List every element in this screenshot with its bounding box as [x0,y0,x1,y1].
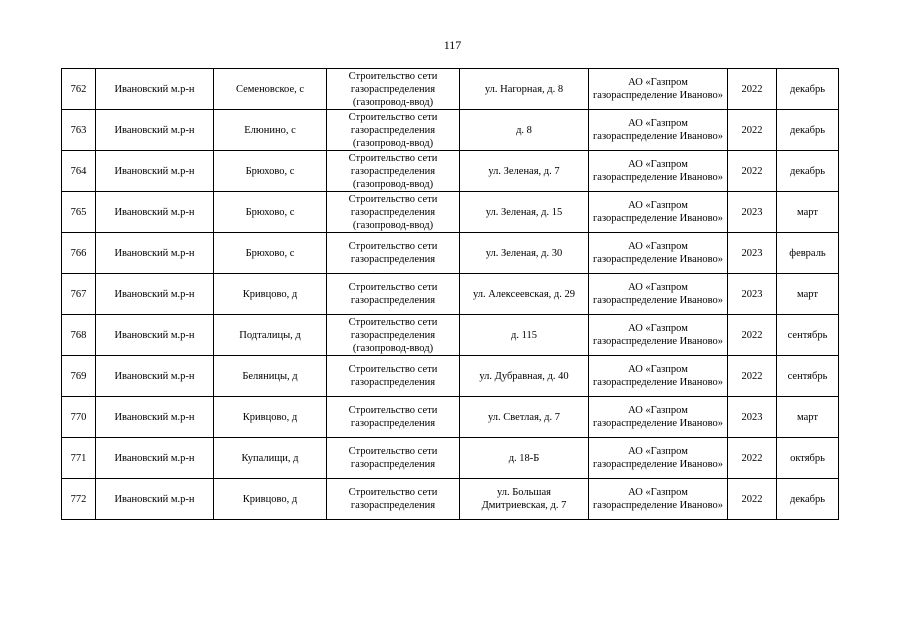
address-cell: ул. Светлая, д. 7 [460,397,589,438]
row-number-cell: 769 [62,356,96,397]
object-cell: Строительство сети газораспределения [327,397,460,438]
year-cell: 2022 [728,438,777,479]
address-cell: ул. Нагорная, д. 8 [460,69,589,110]
month-cell: март [777,397,839,438]
settlement-cell: Брюхово, с [214,151,327,192]
district-cell: Ивановский м.р-н [96,192,214,233]
address-cell: ул. Алексеевская, д. 29 [460,274,589,315]
settlement-cell: Кривцово, д [214,397,327,438]
address-cell: ул. Дубравная, д. 40 [460,356,589,397]
row-number-cell: 767 [62,274,96,315]
organization-cell: АО «Газпром газораспределение Иваново» [589,274,728,315]
organization-cell: АО «Газпром газораспределение Иваново» [589,192,728,233]
year-cell: 2022 [728,356,777,397]
table-row [62,356,839,397]
settlement-cell: Брюхово, с [214,192,327,233]
district-cell: Ивановский м.р-н [96,274,214,315]
page-number: 117 [443,38,462,52]
object-cell: Строительство сети газораспределения (газопровод-ввод) [327,315,460,356]
month-cell: март [777,192,839,233]
organization-cell: АО «Газпром газораспределение Иваново» [589,479,728,520]
address-cell: д. 18-Б [460,438,589,479]
table-row [62,233,839,274]
object-cell: Строительство сети газораспределения [327,233,460,274]
row-number-cell: 763 [62,110,96,151]
organization-cell: АО «Газпром газораспределение Иваново» [589,356,728,397]
month-cell: октябрь [777,438,839,479]
month-cell: декабрь [777,69,839,110]
month-cell: сентябрь [777,356,839,397]
year-cell: 2022 [728,110,777,151]
district-cell: Ивановский м.р-н [96,315,214,356]
table-row [62,397,839,438]
address-cell: ул. Большая Дмитриевская, д. 7 [460,479,589,520]
table-row [62,479,839,520]
month-cell: декабрь [777,110,839,151]
settlement-cell: Кривцово, д [214,274,327,315]
address-cell: д. 8 [460,110,589,151]
object-cell: Строительство сети газораспределения [327,356,460,397]
address-cell: д. 115 [460,315,589,356]
table-row [62,110,839,151]
month-cell: декабрь [777,479,839,520]
object-cell: Строительство сети газораспределения (газопровод-ввод) [327,151,460,192]
object-cell: Строительство сети газораспределения [327,274,460,315]
month-cell: февраль [777,233,839,274]
organization-cell: АО «Газпром газораспределение Иваново» [589,438,728,479]
month-cell: март [777,274,839,315]
organization-cell: АО «Газпром газораспределение Иваново» [589,315,728,356]
district-cell: Ивановский м.р-н [96,69,214,110]
organization-cell: АО «Газпром газораспределение Иваново» [589,233,728,274]
row-number-cell: 768 [62,315,96,356]
settlement-cell: Купалищи, д [214,438,327,479]
district-cell: Ивановский м.р-н [96,233,214,274]
year-cell: 2022 [728,151,777,192]
year-cell: 2023 [728,192,777,233]
settlement-cell: Кривцово, д [214,479,327,520]
organization-cell: АО «Газпром газораспределение Иваново» [589,69,728,110]
year-cell: 2022 [728,479,777,520]
object-cell: Строительство сети газораспределения (газопровод-ввод) [327,192,460,233]
district-cell: Ивановский м.р-н [96,110,214,151]
row-number-cell: 762 [62,69,96,110]
district-cell: Ивановский м.р-н [96,151,214,192]
month-cell: сентябрь [777,315,839,356]
row-number-cell: 766 [62,233,96,274]
year-cell: 2023 [728,274,777,315]
district-cell: Ивановский м.р-н [96,397,214,438]
year-cell: 2022 [728,69,777,110]
object-cell: Строительство сети газораспределения [327,438,460,479]
row-number-cell: 765 [62,192,96,233]
object-cell: Строительство сети газораспределения [327,479,460,520]
address-cell: ул. Зеленая, д. 15 [460,192,589,233]
organization-cell: АО «Газпром газораспределение Иваново» [589,397,728,438]
settlement-cell: Беляницы, д [214,356,327,397]
table-row [62,69,839,110]
year-cell: 2023 [728,233,777,274]
year-cell: 2022 [728,315,777,356]
object-cell: Строительство сети газораспределения (газопровод-ввод) [327,110,460,151]
table-row [62,151,839,192]
settlement-cell: Подталицы, д [214,315,327,356]
organization-cell: АО «Газпром газораспределение Иваново» [589,151,728,192]
row-number-cell: 772 [62,479,96,520]
settlement-cell: Елюнино, с [214,110,327,151]
table-row [62,274,839,315]
settlement-cell: Семеновское, с [214,69,327,110]
district-cell: Ивановский м.р-н [96,438,214,479]
month-cell: декабрь [777,151,839,192]
table-row [62,438,839,479]
year-cell: 2023 [728,397,777,438]
row-number-cell: 771 [62,438,96,479]
organization-cell: АО «Газпром газораспределение Иваново» [589,110,728,151]
table-row [62,315,839,356]
object-cell: Строительство сети газораспределения (газопровод-ввод) [327,69,460,110]
row-number-cell: 770 [62,397,96,438]
settlement-cell: Брюхово, с [214,233,327,274]
district-cell: Ивановский м.р-н [96,479,214,520]
gas-network-table [61,68,839,520]
address-cell: ул. Зеленая, д. 7 [460,151,589,192]
table-row [62,192,839,233]
district-cell: Ивановский м.р-н [96,356,214,397]
row-number-cell: 764 [62,151,96,192]
address-cell: ул. Зеленая, д. 30 [460,233,589,274]
